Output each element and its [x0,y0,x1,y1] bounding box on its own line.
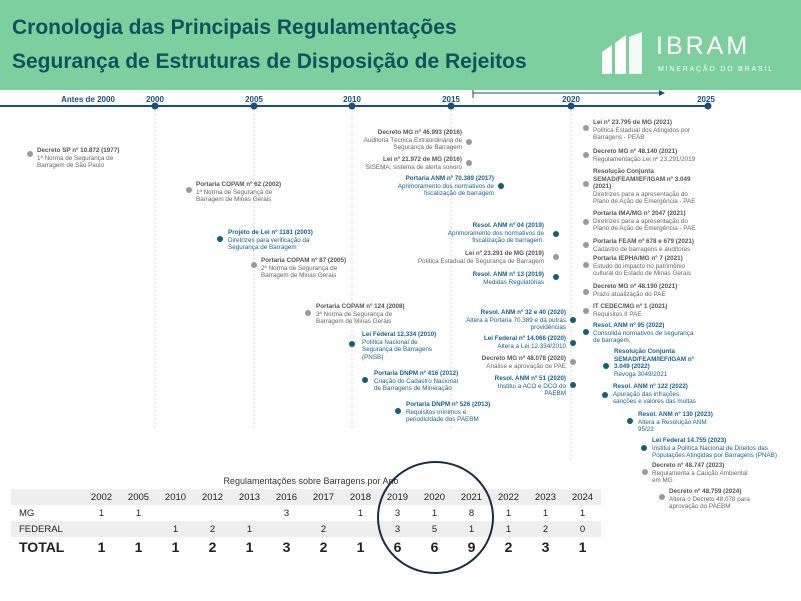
event-item: Resol. ANM nº 51 (2020) Institui a ACO e DCO do PAEBM [494,375,566,398]
page-title-line1: Cronologia das Principais Regulamentações [12,16,457,39]
event-item: Lei Federal 12.334 (2010) Política Nacional de Segurança de Barragens (PNSB) [362,331,437,361]
event-item: Resolução Conjunta SEMAD/FEAM/IEF/IGAM nº 3.049 (2021) Diretrizes para a apresentação do Plano de Ação de Emergência - PAE [593,168,696,206]
event-item: Portaria COPAM nº 62 (2002) 1ª Norma de Segurança de Barragem de Minas Gerais [196,181,282,204]
event-item: Portaria ANM nº 70.389 (2017) Aprimoramento dos normativos de fiscalização de barragem [397,175,494,198]
event-item: Resol. ANM nº 13 (2019) Medidas Regulatórias [472,271,544,286]
year-header: 2024 [571,491,594,503]
event-item: Portaria DNPM nº 526 (2013) Requisitos mínimos e periodicidade dos PAEBM [406,401,491,424]
event-dot [570,317,576,323]
event-item: Lei nº 21.972 de MG (2016) SISEMA; sistema de alerta sonoro [365,156,462,171]
event-dot [553,254,559,260]
event-item: Decreto MG nº 48.140 (2021) Regulamentação Lei nº 23.291/2019 [593,148,696,163]
event-item: Resol. ANM nº 95 (2022) Consolida normativos de segurança de barragem. [593,322,694,345]
event-dot [553,231,559,237]
event-item: Portaria IEPHA/MG nº 7 (2021) Estudo do impacto no patrimônio cultural do Estado de Minas Gerais [593,255,692,278]
event-dot [602,392,608,398]
year-label: 2015 [442,95,460,104]
year-label: 2025 [697,95,715,104]
event-item: Decreto nº 48.747 (2023) Regulamenta a Caução Ambiental em MG [652,462,748,485]
table-total-row: TOTAL 1 1 1 2 1 3 2 1 6 6 9 2 3 1 [19,539,587,555]
event-dot [583,125,589,131]
brand-subtitle: MINERAÇÃO DO BRASIL [658,66,774,73]
event-item: IT CEDEC/MG nº 1 (2021) Requisitos II PAE [593,303,668,318]
event-item: Lei nº 23.291 de MG (2019) Política Estadual de Segurança de Barragem [417,250,544,265]
event-dot [583,181,589,187]
year-header: 2005 [127,491,150,503]
event-dot [466,139,472,145]
event-dot [362,377,368,383]
event-dot [570,340,576,346]
event-item: Lei Federal 14.755 (2023) Institui a Política Nacional de Direitos das Populações Atingidas por Barragens (PNAB) [652,437,777,460]
event-dot [498,183,504,189]
event-dot [642,469,648,475]
year-header: 2018 [349,491,372,503]
stats-title: Regulamentações sobre Barragens por Ano [223,476,399,486]
event-dot [553,274,559,280]
year-label: Antes de 2000 [61,95,115,104]
event-item: Portaria COPAM nº 87 (2005) 2ª Norma de Segurança de Barragem de Minas Gerais [261,257,347,280]
year-header: 2022 [497,491,520,503]
event-dot [641,445,647,451]
table-header-row [11,489,601,505]
event-dot [305,310,311,316]
year-header: 2019 [386,491,409,503]
event-item: Projeto de Lei nº 1181 (2003) Diretrizes para verificação da Segurança de Barragem [228,229,313,252]
event-dot [217,236,223,242]
brand-name: IBRAM [656,32,751,60]
event-item: Portaria FEAM nº 678 e 679 (2021) Cadastro de barragens e auditores [593,238,694,253]
event-item: Lei Federal nº 14.066 (2020) Altera a Lei 12.334/2010 [483,335,566,350]
event-item: Decreto MG nº 48.190 (2021) Prazo atualização do PAE [593,283,678,298]
year-header: 2010 [164,491,187,503]
page-title-line2: Segurança de Estruturas de Disposição de Rejeitos [12,50,527,73]
year-label: 2000 [146,95,164,104]
event-item: Decreto SP nº 10.872 (1977) 1ª Norma de Segurança de Barragem de São Paulo [37,147,120,170]
event-dot [659,494,665,500]
year-label: 2010 [343,95,361,104]
event-item: Decreto MG nº 48.078 (2020) Análise e aprovação de PAE [481,355,566,370]
year-header: 2017 [312,491,335,503]
event-item: Resol. ANM nº 04 (2019) Aprimoramento dos normativos de fiscalização de barragem. [447,222,544,245]
ibram-logo-icon [600,32,644,76]
table-row: MG 1 1 3 1 3 1 8 1 1 1 [19,507,586,519]
event-dot [627,418,633,424]
header-banner [0,0,801,90]
event-item: Decreto nº 48.759 (2024) Altera o Decreto 48.078 para aprovação do PAEBM [669,488,750,511]
event-item: Portaria IMA/MG nº 2047 (2021) Diretrizes para a apresentação do Plano de Ação de Emergência - PAE [593,210,696,233]
event-dot [27,151,33,157]
event-item: Resol. ANM nº 122 (2022) Apuração das infrações, sanções e valores das multas [613,383,696,406]
table-row: FEDERAL 1 2 1 2 3 5 1 1 2 0 [11,521,601,537]
event-item: Decreto MG nº 46.993 (2016) Auditoria Técnica Extraordinária de Segurança de Barragem [363,129,462,152]
event-dot [570,382,576,388]
event-item: Portaria COPAM nº 124 (2008) 3ª Norma de Segurança de Barragem de Minas Gerais [316,303,405,326]
year-header: 2012 [201,491,224,503]
year-header: 2021 [460,491,483,503]
stats-table [11,489,601,557]
year-header: 2020 [423,491,446,503]
highlight-circle [377,461,494,574]
year-header: 2013 [238,491,261,503]
event-item: Portaria DNPM nº 416 (2012) Criação do Cadastro Nacional de Barragens de Mineração [374,370,459,393]
event-dot [583,329,589,335]
year-header: 2023 [534,491,557,503]
event-dot [583,152,589,158]
event-item: Resol. ANM nº 32 e 40 (2020) Altera a Portaria 70.389 e dá outras providências [466,309,566,332]
year-label: 2020 [562,95,580,104]
event-dot [395,408,401,414]
event-dot [583,308,589,314]
event-dot [603,363,609,369]
event-dot [583,289,589,295]
event-item: Resolução Conjunta SEMAD/FEAM/IEF/IGAM nº 3.049 (2022) Revoga 3049/2021 [614,348,694,378]
event-dot [251,262,257,268]
event-dot [583,242,589,248]
event-dot [186,187,192,193]
event-dot [570,359,576,365]
year-header: 2016 [275,491,298,503]
event-dot [583,262,589,268]
event-dot [466,160,472,166]
event-item: Resol. ANM nº 130 (2023) Altera a Resolução ANM 95/22 [638,411,713,434]
event-dot [349,341,355,347]
event-item: Lei nº 23.795 de MG (2021) Política Estadual dos Atingidos por Barragens - PEAB [593,119,690,142]
year-label: 2005 [245,95,263,104]
year-header: 2002 [90,491,113,503]
event-dot [583,219,589,225]
